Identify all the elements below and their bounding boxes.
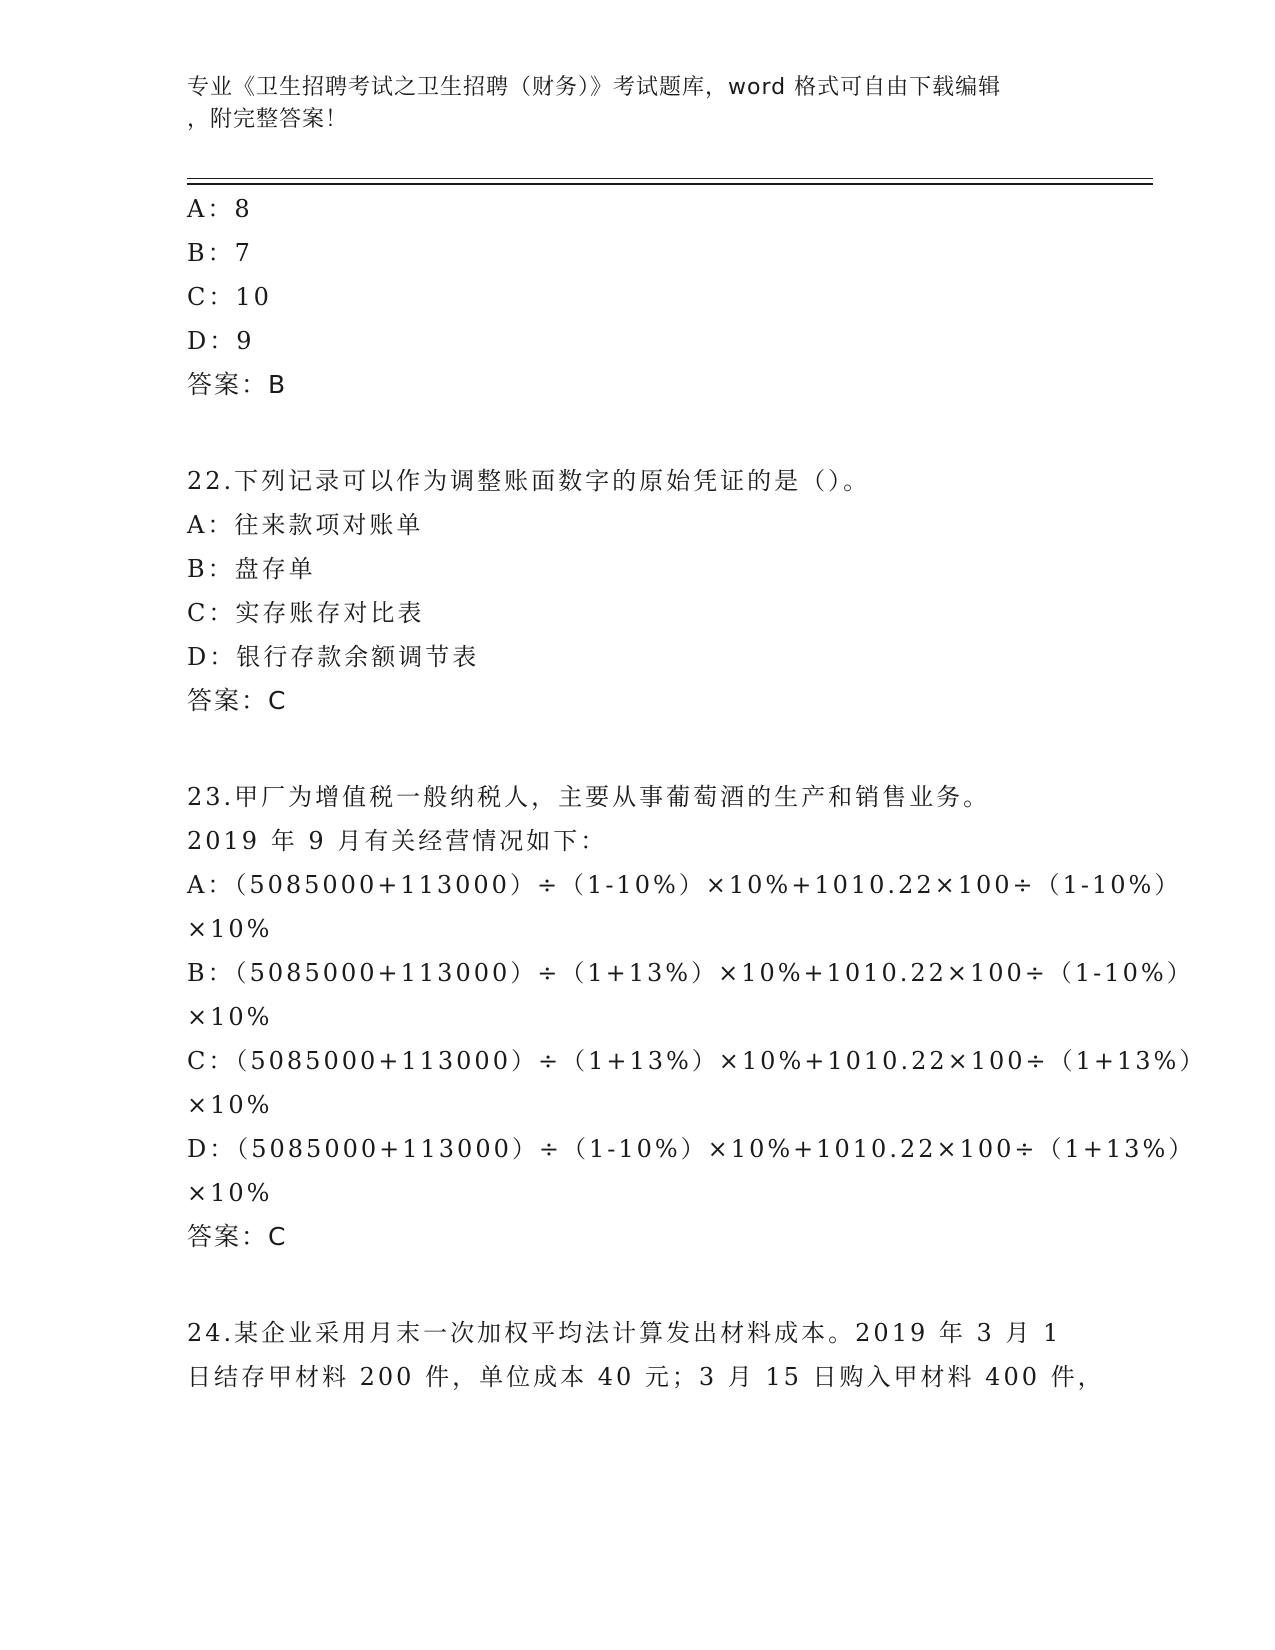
q23-question-line-2: 2019 年 9 月有关经营情况如下： [187,827,608,855]
q23-option-c: C：（5085000+113000）÷（1+13%）×10%+1010.22×100÷（1+13%） [187,1047,1207,1075]
header-divider-thin [187,178,1153,179]
q22-option-c: C：实存账存对比表 [187,599,425,627]
q23-question-line-1: 23.甲厂为增值税一般纳税人，主要从事葡萄酒的生产和销售业务。 [187,783,991,811]
q23-option-a-cont: ×10% [187,915,273,943]
q21-option-d: D：9 [187,327,255,355]
q21-answer: 答案：B [187,370,288,399]
q22-option-a: A：往来款项对账单 [187,511,424,539]
document-header [187,72,1067,136]
q22-option-b: B：盘存单 [187,555,316,583]
q23-option-b-cont: ×10% [187,1003,273,1031]
q21-option-a: A：8 [187,195,253,223]
q21-option-b: B：7 [187,239,253,267]
q24-question-line-1: 24.某企业采用月末一次加权平均法计算发出材料成本。2019 年 3 月 1 [187,1319,1062,1347]
q23-answer: 答案：C [187,1222,288,1251]
q22-option-d: D：银行存款余额调节表 [187,643,480,671]
q22-answer: 答案：C [187,686,288,715]
q21-option-c: C：10 [187,283,272,311]
q23-option-d-cont: ×10% [187,1179,273,1207]
q23-option-c-cont: ×10% [187,1091,273,1119]
q22-question: 22.下列记录可以作为调整账面数字的原始凭证的是（）。 [187,467,871,495]
q24-question-line-2: 日结存甲材料 200 件，单位成本 40 元；3 月 15 日购入甲材料 400 件， [187,1363,1105,1391]
header-line-1: 专业《卫生招聘考试之卫生招聘（财务）》考试题库，word 格式可自由下载编辑 [187,75,1002,100]
header-divider-thick [187,183,1153,185]
q23-option-b: B：（5085000+113000）÷（1+13%）×10%+1010.22×100÷（1-10%） [187,959,1194,987]
q23-option-a: A：（5085000+113000）÷（1-10%）×10%+1010.22×100÷（1-10%） [187,871,1182,899]
header-line-2: ，附完整答案！ [187,107,349,132]
q23-option-d: D：（5085000+113000）÷（1-10%）×10%+1010.22×100÷（1+13%） [187,1135,1196,1163]
